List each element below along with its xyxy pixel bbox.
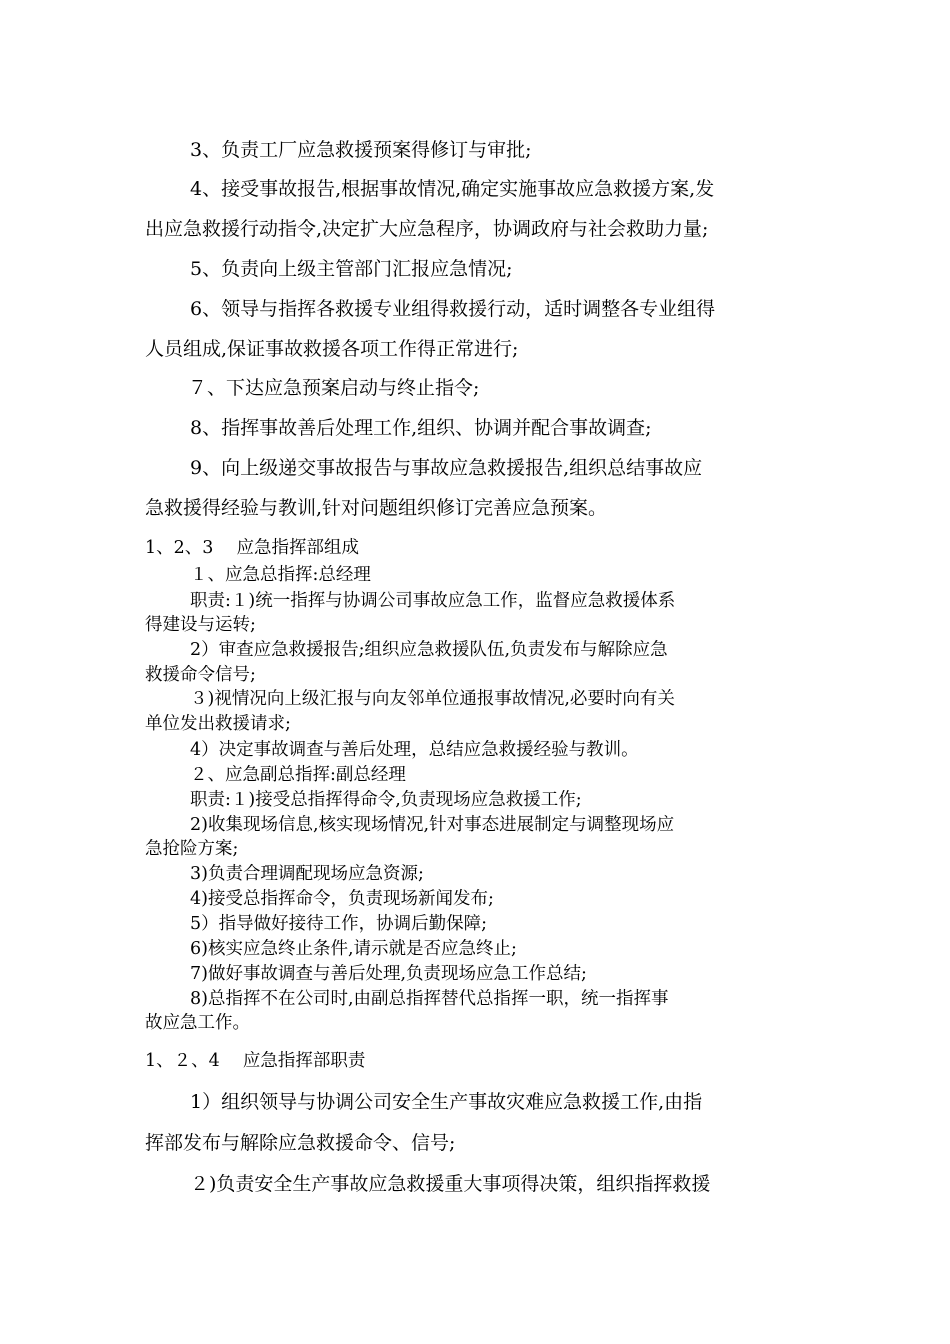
duty-item-9-cont: 急救援得经验与教训,针对问题组织修订完善应急预案。: [145, 497, 608, 519]
role-commander-title: １、应急总指挥:总经理: [190, 565, 371, 585]
commander-duty-2-cont: 救援命令信号;: [145, 665, 256, 685]
duty-item-4: 4、接受事故报告,根据事故情况,确定实施事故应急救援方案,发: [190, 178, 715, 200]
duty-item-6: 6、领导与指挥各救援专业组得救援行动，适时调整各专业组得: [190, 298, 716, 320]
duty-item-7: ７、下达应急预案启动与终止指令;: [188, 377, 480, 399]
duty-item-4-cont: 出应急救援行动指令,决定扩大应急程序，协调政府与社会救助力量;: [145, 218, 709, 240]
deputy-duty-7: 7)做好事故调查与善后处理,负责现场应急工作总结;: [190, 964, 587, 984]
deputy-duty-3: 3)负责合理调配现场应急资源;: [190, 864, 424, 884]
deputy-duty-2-cont: 急抢险方案;: [145, 839, 239, 859]
hq-duty-1: 1）组织领导与协调公司安全生产事故灾难应急救援工作,由指: [190, 1091, 703, 1113]
commander-duty-3: ３)视情况向上级汇报与向友邻单位通报事故情况,必要时向有关: [190, 689, 675, 709]
deputy-duty-8-cont: 故应急工作。: [145, 1013, 250, 1033]
commander-duty-4: 4）决定事故调查与善后处理，总结应急救援经验与教训。: [190, 740, 639, 760]
section-heading-1-2-3: 1、2、3 应急指挥部组成: [145, 538, 359, 558]
deputy-duty-5: 5）指导做好接待工作，协调后勤保障;: [190, 914, 488, 934]
commander-duty-2: 2）审查应急救援报告;组织应急救援队伍,负责发布与解除应急: [190, 640, 668, 660]
deputy-duty-1: 职责:１)接受总指挥得命令,负责现场应急救援工作;: [190, 790, 582, 810]
duty-item-8: 8、指挥事故善后处理工作,组织、协调并配合事故调查;: [190, 417, 652, 439]
deputy-duty-2: 2)收集现场信息,核实现场情况,针对事态进展制定与调整现场应: [190, 815, 675, 835]
commander-duty-1: 职责:１)统一指挥与协调公司事故应急工作，监督应急救援体系: [190, 591, 676, 611]
duty-item-9: 9、向上级递交事故报告与事故应急救援报告,组织总结事故应: [190, 457, 703, 479]
duty-item-6-cont: 人员组成,保证事故救援各项工作得正常进行;: [145, 338, 519, 360]
deputy-duty-4: 4)接受总指挥命令，负责现场新闻发布;: [190, 889, 494, 909]
duty-item-5: 5、负责向上级主管部门汇报应急情况;: [190, 258, 513, 280]
section-heading-1-2-4: 1、２、4 应急指挥部职责: [145, 1051, 366, 1071]
commander-duty-3-cont: 单位发出救援请求;: [145, 714, 291, 734]
hq-duty-1-cont: 挥部发布与解除应急救援命令、信号;: [145, 1132, 456, 1154]
duty-item-3: 3、负责工厂应急救援预案得修订与审批;: [190, 139, 532, 161]
commander-duty-1-cont: 得建设与运转;: [145, 615, 256, 635]
hq-duty-2: ２)负责安全生产事故应急救援重大事项得决策，组织指挥救援: [190, 1173, 711, 1195]
deputy-duty-6: 6)核实应急终止条件,请示就是否应急终止;: [190, 939, 517, 959]
role-deputy-title: ２、应急副总指挥:副总经理: [190, 765, 406, 785]
deputy-duty-8: 8)总指挥不在公司时,由副总指挥替代总指挥一职，统一指挥事: [190, 989, 669, 1009]
